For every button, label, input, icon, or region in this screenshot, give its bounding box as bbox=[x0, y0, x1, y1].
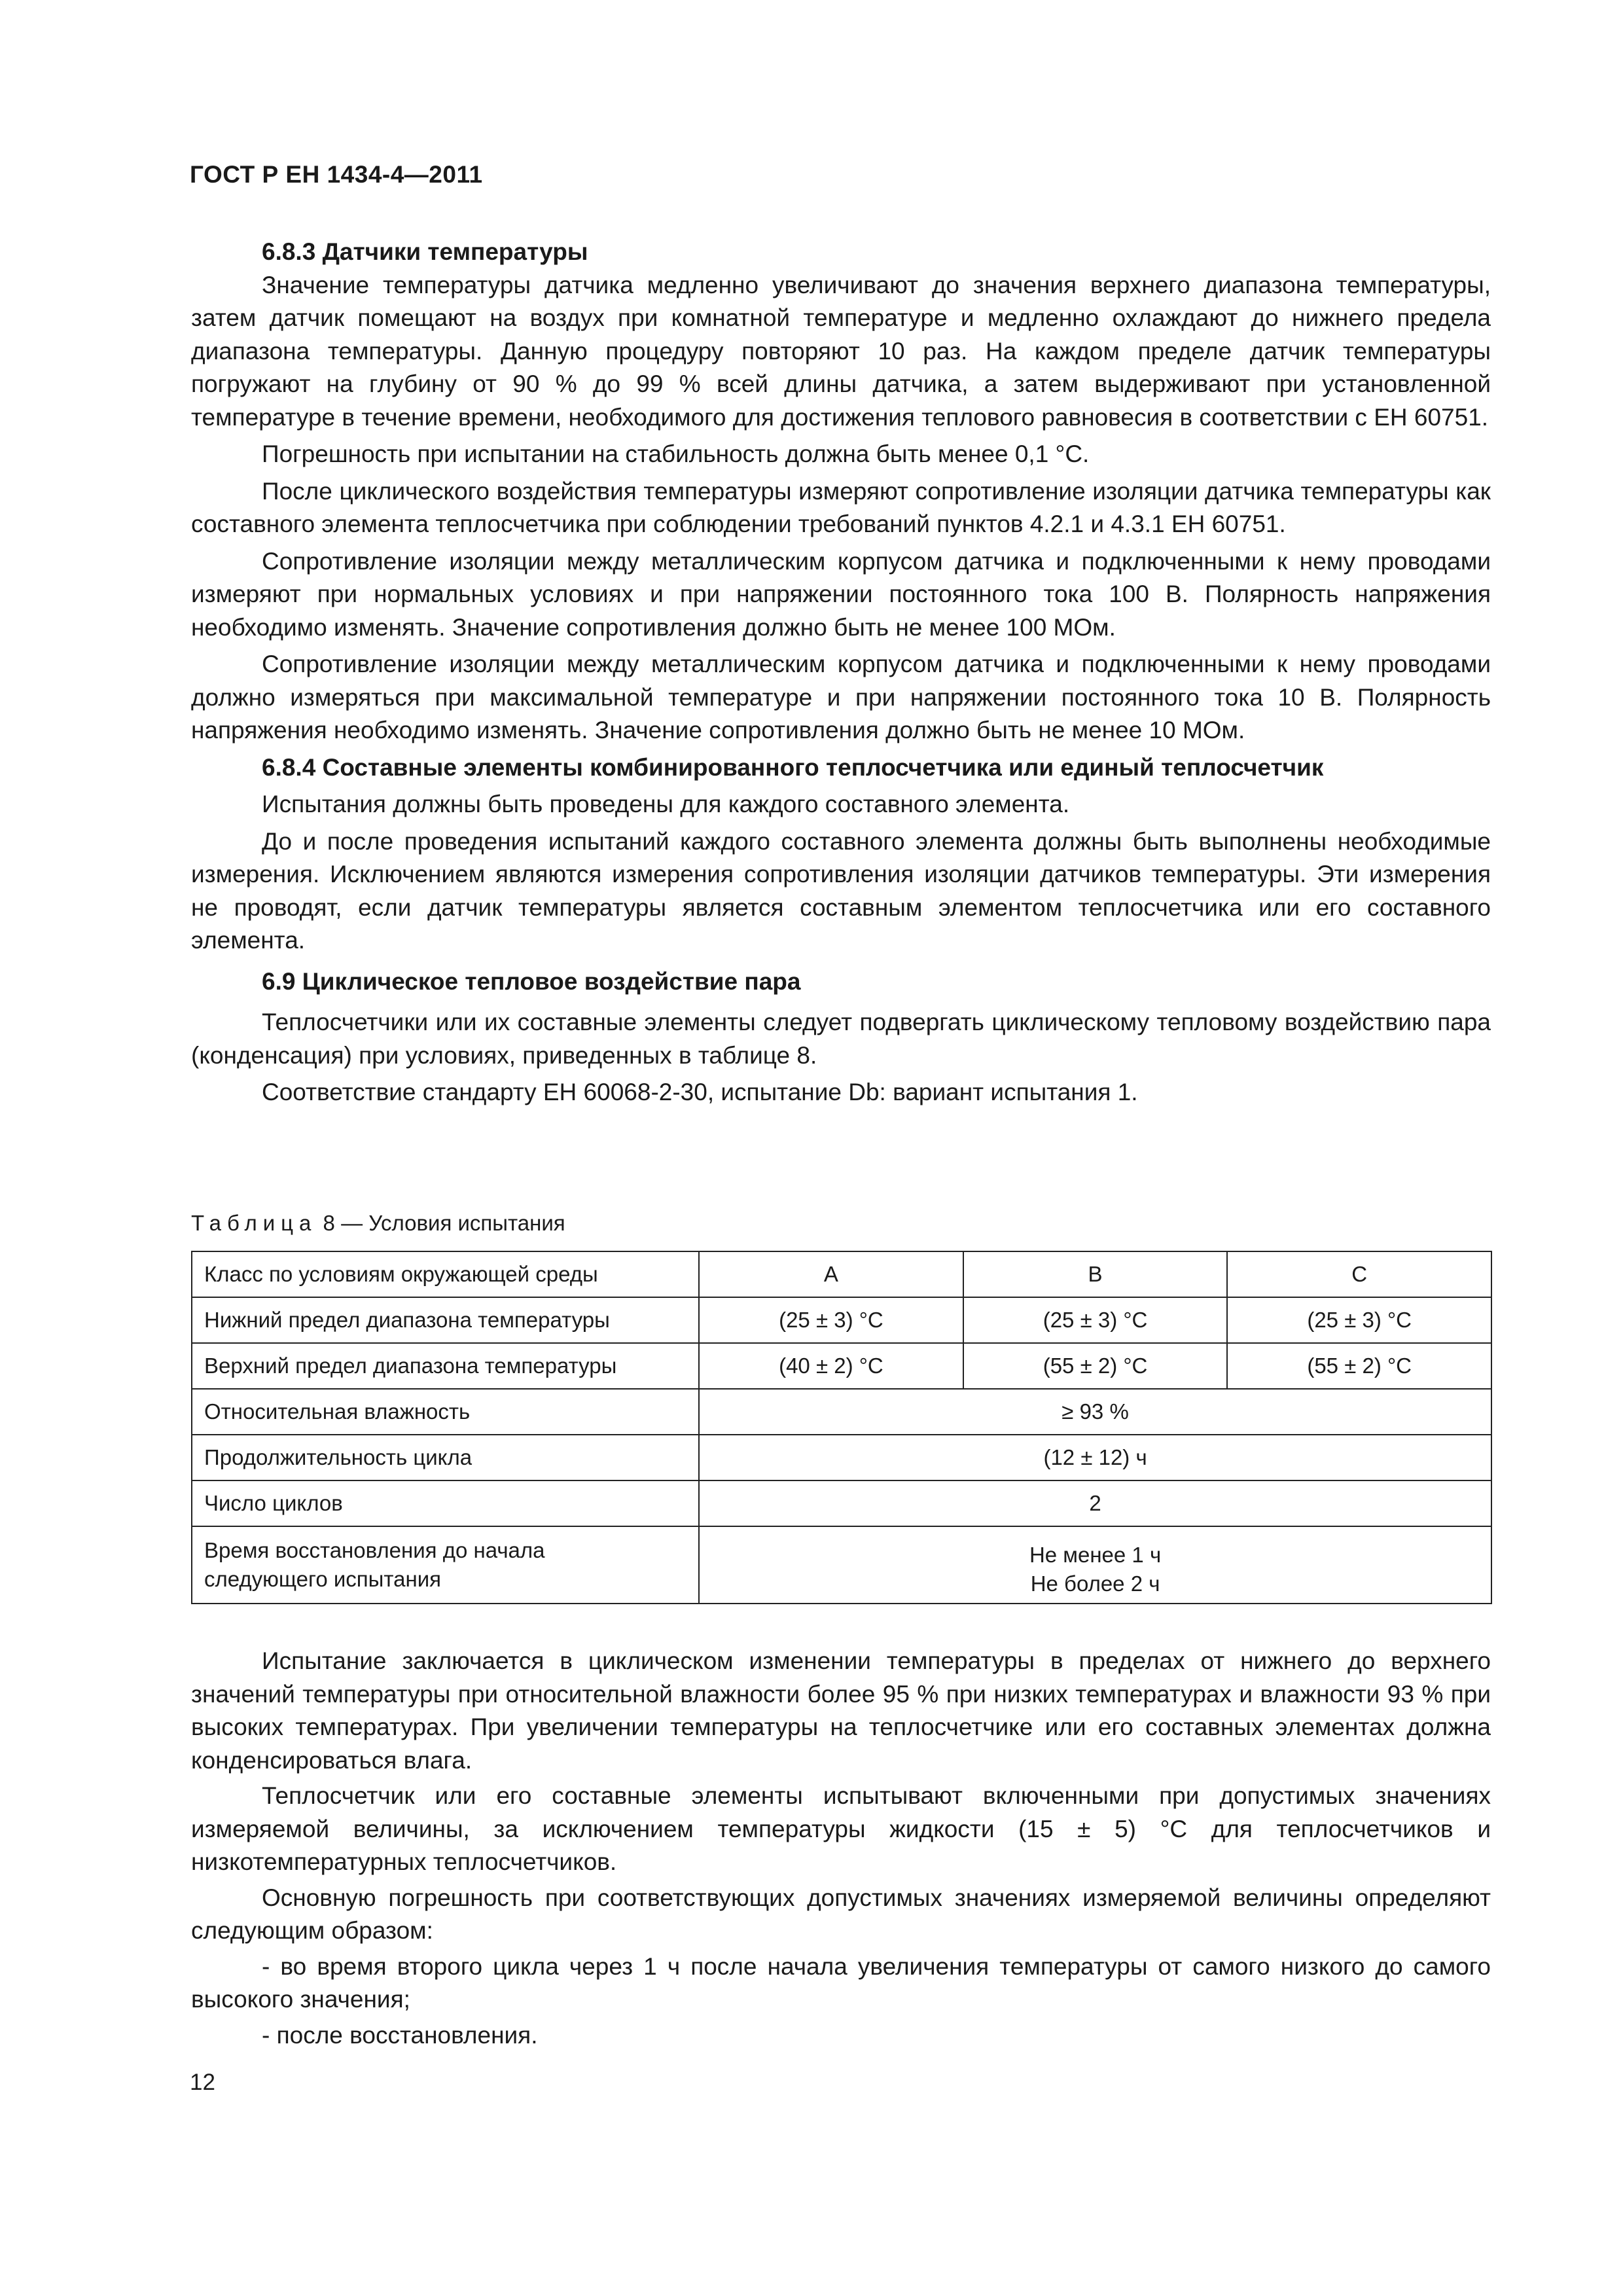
table-cell: B bbox=[963, 1251, 1228, 1297]
table-cell: (25 ± 3) °C bbox=[963, 1297, 1228, 1343]
paragraph: Сопротивление изоляции между металлическим корпусом датчика и подключенными к нему проводами измеряют при нормальных условиях и при напряжении постоянного тока 100 В. Полярность напряжения необходимо изменять. Значение сопротивления должно быть не менее 100 МОм. bbox=[191, 547, 1491, 641]
table-cell: (25 ± 3) °C bbox=[699, 1297, 963, 1343]
table-cell: (40 ± 2) °C bbox=[699, 1343, 963, 1389]
paragraph: Сопротивление изоляции между металлическим корпусом датчика и подключенными к нему проводами должно измеряться при максимальной температуре и при напряжении постоянного тока 10 В. Полярность напряжения необходимо изменять. Значение сопротивления должно быть не менее 10 МОм. bbox=[191, 651, 1491, 744]
table-row bbox=[192, 1435, 1491, 1480]
paragraph: Соответствие стандарту ЕН 60068-2-30, испытание Db: вариант испытания 1. bbox=[262, 1079, 1138, 1105]
cell-line: Время восстановления до начала bbox=[204, 1538, 545, 1562]
table-caption bbox=[191, 1210, 565, 1236]
paragraph: Испытание заключается в циклическом изменении температуры в пределах от нижнего до верхнего значений температуры при относительной влажности более 95 % при низких температурах и влажности 93 % при высоких температурах. При увеличении температуры на теплосчетчике или его составных элементах должна конденсироваться влага. bbox=[191, 1647, 1491, 1774]
paragraph: Основную погрешность при соответствующих допустимых значениях измеряемой величины определяют следующим образом: bbox=[191, 1884, 1491, 1944]
document-code-header: ГОСТ Р ЕН 1434-4—2011 bbox=[190, 161, 483, 188]
table-cell: Класс по условиям окружающей среды bbox=[192, 1251, 699, 1297]
post-table-text-block bbox=[191, 1645, 1491, 2052]
paragraph: Испытания должны быть проведены для каждого составного элемента. bbox=[262, 791, 1070, 817]
table-cell: A bbox=[699, 1251, 963, 1297]
table-cell: C bbox=[1227, 1251, 1491, 1297]
paragraph: Теплосчетчик или его составные элементы испытывают включенными при допустимых значениях измеряемой величины, за исключением температуры жидкости (15 ± 5) °С для теплосчетчиков и низкотемпературных теплосчетчиков. bbox=[191, 1782, 1491, 1875]
table-row bbox=[192, 1389, 1491, 1435]
cell-line: Не более 2 ч bbox=[1030, 1571, 1160, 1596]
table-cell: (25 ± 3) °C bbox=[1227, 1297, 1491, 1343]
table-row bbox=[192, 1526, 1491, 1604]
main-text-block bbox=[191, 236, 1491, 1109]
table-caption-word: Таблица bbox=[191, 1211, 317, 1235]
table-caption-title: 8 — Условия испытания bbox=[317, 1211, 565, 1235]
table-cell: (12 ± 12) ч bbox=[699, 1435, 1491, 1480]
table-cell: Относительная влажность bbox=[192, 1389, 699, 1435]
table-cell: 2 bbox=[699, 1480, 1491, 1526]
paragraph: После циклического воздействия температуры измеряют сопротивление изоляции датчика температуры как составного элемента теплосчетчика при соблюдении требований пунктов 4.2.1 и 4.3.1 ЕН 60751. bbox=[191, 477, 1491, 537]
paragraph: Погрешность при испытании на стабильность должна быть менее 0,1 °С. bbox=[262, 440, 1090, 467]
paragraph: До и после проведения испытаний каждого составного элемента должны быть выполнены необходимые измерения. Исключением являются измерения сопротивления изоляции датчиков температуры. Эти измерения не проводят, если датчик температуры является составным элементом теплосчетчика или его составного элемента. bbox=[191, 827, 1491, 954]
section-heading-6-8-3: 6.8.3 Датчики температуры bbox=[262, 238, 588, 265]
list-item: - во время второго цикла через 1 ч после начала увеличения температуры от самого низкого до самого высокого значения; bbox=[191, 1952, 1491, 2013]
table-cell: Верхний предел диапазона температуры bbox=[192, 1343, 699, 1389]
table-cell bbox=[699, 1526, 1491, 1604]
table-row bbox=[192, 1297, 1491, 1343]
table-cell: Число циклов bbox=[192, 1480, 699, 1526]
page-number: 12 bbox=[190, 2070, 215, 2095]
test-conditions-table bbox=[191, 1251, 1492, 1604]
cell-line: Не менее 1 ч bbox=[1029, 1543, 1162, 1567]
table-cell bbox=[192, 1526, 699, 1604]
section-heading-6-8-4: 6.8.4 Составные элементы комбинированного теплосчетчика или единый теплосчетчик bbox=[262, 753, 1324, 781]
table-row bbox=[192, 1343, 1491, 1389]
table-cell: (55 ± 2) °C bbox=[1227, 1343, 1491, 1389]
section-heading-6-9: 6.9 Циклическое тепловое воздействие пара bbox=[262, 967, 801, 995]
table-cell: Продолжительность цикла bbox=[192, 1435, 699, 1480]
table-row bbox=[192, 1480, 1491, 1526]
table-row bbox=[192, 1251, 1491, 1297]
paragraph: Теплосчетчики или их составные элементы следует подвергать циклическому тепловому воздействию пара (конденсация) при условиях, приведенных в таблице 8. bbox=[191, 1009, 1491, 1069]
paragraph: Значение температуры датчика медленно увеличивают до значения верхнего диапазона температуры, затем датчик помещают на воздух при комнатной температуре и медленно охлаждают до нижнего предела диапазона температуры. Данную процедуру повторяют 10 раз. На каждом пределе датчик температуры погружают на глубину от 90 % до 99 % всей длины датчика, а затем выдерживают при установленной температуре в течение времени, необходимого для достижения теплового равновесия в соответствии с ЕН 60751. bbox=[191, 271, 1491, 431]
table-cell: (55 ± 2) °C bbox=[963, 1343, 1228, 1389]
table-cell: Нижний предел диапазона температуры bbox=[192, 1297, 699, 1343]
table-cell: ≥ 93 % bbox=[699, 1389, 1491, 1435]
cell-line: следующего испытания bbox=[204, 1567, 442, 1591]
list-item: - после восстановления. bbox=[262, 2021, 538, 2049]
